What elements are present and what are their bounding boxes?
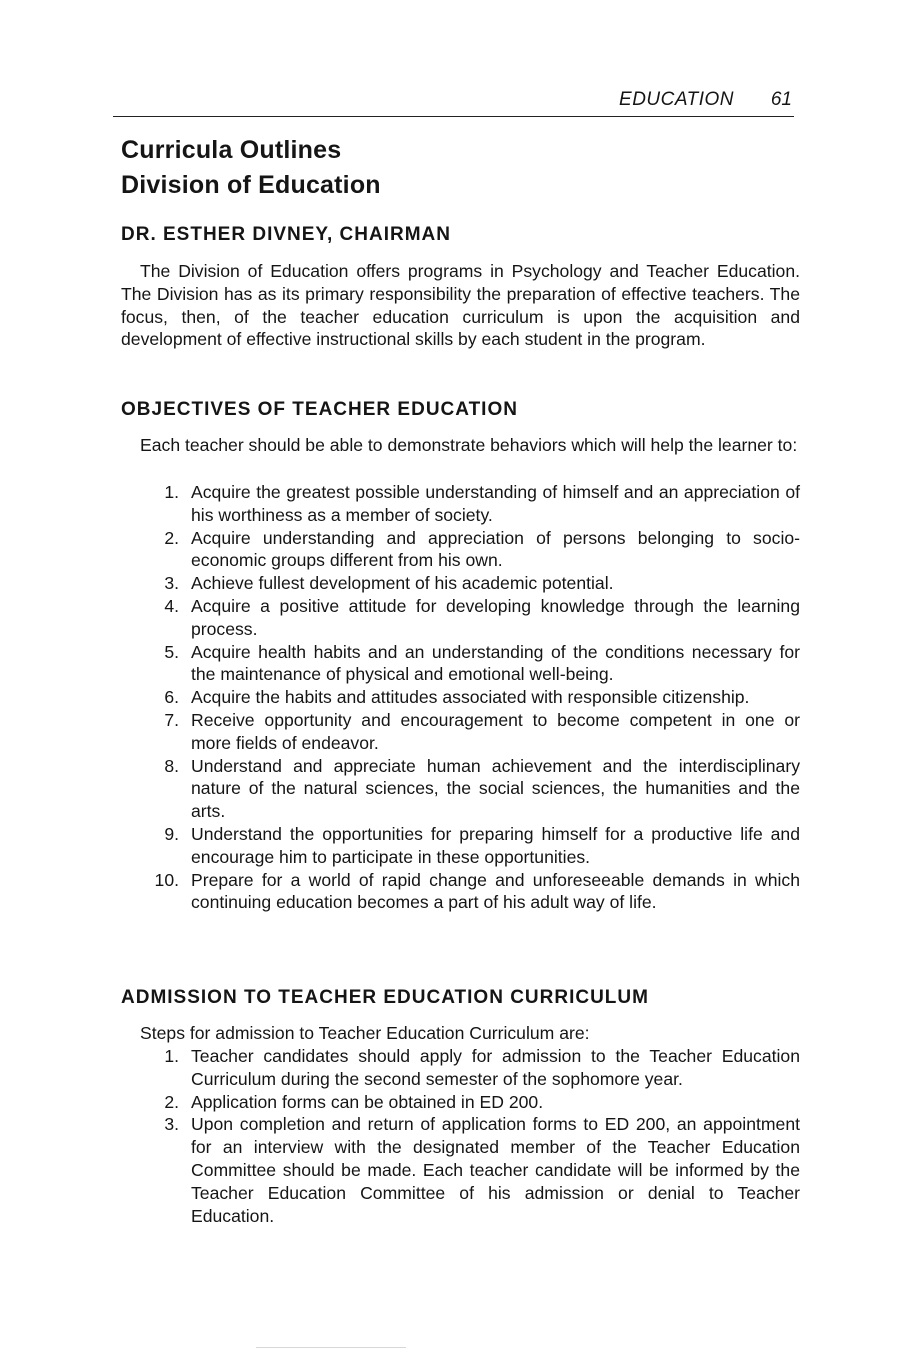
list-item bbox=[121, 709, 800, 755]
list-item-text: Understand and appreciate human achievement and the interdisciplinary nature of the natural sciences, the social sciences, the humanities and the arts. bbox=[191, 755, 800, 822]
list-item bbox=[121, 755, 800, 823]
admission-steps-list bbox=[121, 1045, 800, 1227]
list-item bbox=[121, 686, 800, 709]
list-item-text: Acquire a positive attitude for developing knowledge through the learning process. bbox=[191, 595, 800, 639]
list-item bbox=[121, 869, 800, 915]
list-item bbox=[121, 1045, 800, 1091]
list-item-text: Acquire the habits and attitudes associated with responsible citizenship. bbox=[191, 687, 750, 708]
objectives-heading: OBJECTIVES OF TEACHER EDUCATION bbox=[121, 399, 518, 420]
list-item-number: 1. bbox=[164, 482, 179, 502]
list-item-number: 2. bbox=[164, 1091, 179, 1112]
list-item-text: Prepare for a world of rapid change and unforeseeable demands in which continuing education becomes a part of his adult way of life. bbox=[191, 869, 800, 913]
list-item-text: Application forms can be obtained in ED 200. bbox=[191, 1091, 544, 1112]
list-item-number: 3. bbox=[164, 1114, 179, 1135]
page-subtitle: Division of Education bbox=[121, 171, 381, 199]
list-item-number: 5. bbox=[164, 641, 179, 662]
list-item-text: Achieve fullest development of his academic potential. bbox=[191, 573, 614, 594]
list-item-number: 9. bbox=[164, 823, 179, 844]
list-item-text: Upon completion and return of application forms to ED 200, an appointment for an interview with the designated member of the Teacher Education Committee should be made. Each teacher candidate will be informed by the Teacher Education Committee of his admission or denial to Teacher Education. bbox=[191, 1114, 800, 1226]
list-item bbox=[121, 595, 800, 641]
footer-divider bbox=[256, 1347, 406, 1348]
running-head-section: EDUCATION bbox=[619, 89, 734, 110]
intro-paragraph: The Division of Education offers programs in Psychology and Teacher Education. The Division has as its primary responsibility the preparation of effective teachers. The focus, then, of the teacher education curriculum is upon the acquisition and development of effective instructional skills by each student in the program. bbox=[121, 261, 800, 350]
list-item bbox=[121, 1113, 800, 1227]
list-item bbox=[121, 481, 800, 527]
list-item-text: Understand the opportunities for preparing himself for a productive life and encourage him to participate in these opportunities. bbox=[191, 823, 800, 867]
list-item-number: 6. bbox=[164, 687, 179, 708]
list-item-text: Acquire understanding and appreciation of persons belonging to socio-economic groups different from his own. bbox=[191, 527, 800, 571]
list-item-text: Acquire health habits and an understanding of the conditions necessary for the maintenance of physical and emotional well-being. bbox=[191, 641, 800, 685]
list-item-number: 2. bbox=[164, 527, 179, 548]
list-item bbox=[121, 1091, 800, 1114]
list-item-number: 8. bbox=[164, 755, 179, 776]
page-number: 61 bbox=[770, 89, 792, 110]
admission-heading: ADMISSION TO TEACHER EDUCATION CURRICULUM bbox=[121, 987, 649, 1008]
objectives-list bbox=[121, 481, 800, 914]
admission-intro: Steps for admission to Teacher Education Curriculum are: bbox=[140, 1023, 590, 1043]
list-item-text: Receive opportunity and encouragement to become competent in one or more fields of endeavor. bbox=[191, 709, 800, 753]
list-item bbox=[121, 572, 800, 595]
list-item-number: 10. bbox=[154, 869, 179, 890]
list-item-number: 1. bbox=[164, 1046, 179, 1066]
list-item-text: Teacher candidates should apply for admission to the Teacher Education Curriculum during the second semester of the sophomore year. bbox=[191, 1046, 800, 1089]
list-item bbox=[121, 527, 800, 573]
page-title: Curricula Outlines bbox=[121, 136, 342, 164]
chairman-heading: DR. ESTHER DIVNEY, CHAIRMAN bbox=[121, 224, 451, 245]
running-head bbox=[113, 88, 794, 117]
list-item bbox=[121, 823, 800, 869]
list-item-text: Acquire the greatest possible understanding of himself and an appreciation of his worthiness as a member of society. bbox=[191, 482, 800, 525]
list-item bbox=[121, 641, 800, 687]
list-item-number: 4. bbox=[164, 595, 179, 616]
list-item-number: 7. bbox=[164, 709, 179, 730]
page-title-block bbox=[121, 133, 381, 203]
objectives-intro: Each teacher should be able to demonstrate behaviors which will help the learner to: bbox=[140, 435, 798, 455]
list-item-number: 3. bbox=[164, 573, 179, 594]
